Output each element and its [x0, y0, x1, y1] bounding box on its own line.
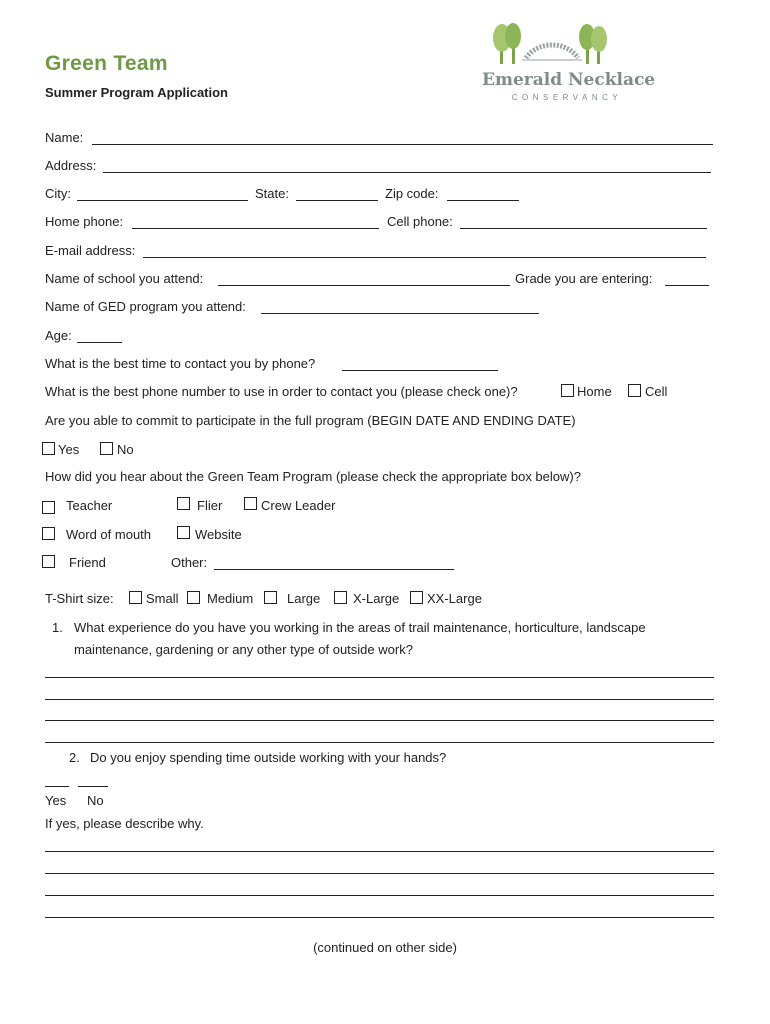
page-title: Green Team: [45, 52, 168, 75]
age-field[interactable]: [77, 342, 122, 343]
q1-text-line1: What experience do you have you working in the areas of trail maintenance, horticulture, landscape: [74, 620, 646, 635]
trees-and-arch-icon: [482, 18, 652, 70]
q1-number: 1.: [52, 620, 63, 635]
medium-checkbox[interactable]: [187, 591, 200, 604]
q2-answer-line[interactable]: [45, 873, 714, 874]
commit-question: Are you able to commit to participate in the full program (BEGIN DATE AND ENDING DATE): [45, 413, 576, 428]
friend-label: Friend: [69, 555, 106, 570]
school-field[interactable]: [218, 285, 510, 286]
commit-yes-label: Yes: [58, 442, 80, 457]
friend-checkbox[interactable]: [42, 555, 55, 568]
age-label: Age:: [45, 328, 72, 343]
medium-label: Medium: [207, 591, 254, 606]
state-label: State:: [255, 186, 289, 201]
address-label: Address:: [45, 158, 97, 173]
commit-no-checkbox[interactable]: [100, 442, 113, 455]
continued-note: (continued on other side): [313, 940, 457, 955]
home-phone-field[interactable]: [132, 228, 379, 229]
q1-answer-line[interactable]: [45, 677, 714, 678]
q1-answer-line[interactable]: [45, 742, 714, 743]
xlarge-checkbox[interactable]: [334, 591, 347, 604]
q2-no-label: No: [87, 793, 104, 808]
city-field[interactable]: [77, 200, 248, 201]
flier-label: Flier: [197, 498, 223, 513]
q1-answer-line[interactable]: [45, 720, 714, 721]
q2-text: Do you enjoy spending time outside working with your hands?: [90, 750, 447, 765]
xlarge-label: X-Large: [353, 591, 400, 606]
ged-label: Name of GED program you attend:: [45, 299, 246, 314]
hear-question: How did you hear about the Green Team Program (please check the appropriate box below)?: [45, 469, 581, 484]
name-field[interactable]: [92, 144, 713, 145]
word-of-mouth-label: Word of mouth: [66, 527, 152, 542]
best-time-label: What is the best time to contact you by phone?: [45, 356, 316, 371]
school-label: Name of school you attend:: [45, 271, 204, 286]
zip-label: Zip code:: [385, 186, 439, 201]
page-subtitle: Summer Program Application: [45, 85, 228, 100]
xxlarge-label: XX-Large: [427, 591, 482, 606]
teacher-label: Teacher: [66, 498, 113, 513]
q2-answer-line[interactable]: [45, 851, 714, 852]
crew-leader-label: Crew Leader: [261, 498, 336, 513]
grade-label: Grade you are entering:: [515, 271, 653, 286]
cell-option-label: Cell: [645, 384, 668, 399]
q2-answer-line[interactable]: [45, 917, 714, 918]
teacher-checkbox[interactable]: [42, 501, 55, 514]
small-label: Small: [146, 591, 179, 606]
best-time-field[interactable]: [342, 370, 498, 371]
q2-answer-line[interactable]: [45, 895, 714, 896]
cell-phone-label: Cell phone:: [387, 214, 453, 229]
commit-yes-checkbox[interactable]: [42, 442, 55, 455]
logo-name: Emerald Necklace: [482, 70, 656, 90]
logo: [482, 18, 656, 108]
email-label: E-mail address:: [45, 243, 136, 258]
crew-leader-checkbox[interactable]: [244, 497, 257, 510]
tshirt-label: T-Shirt size:: [45, 591, 114, 606]
cell-phone-field[interactable]: [460, 228, 707, 229]
email-field[interactable]: [143, 257, 706, 258]
cell-checkbox[interactable]: [628, 384, 641, 397]
state-field[interactable]: [296, 200, 378, 201]
word-of-mouth-checkbox[interactable]: [42, 527, 55, 540]
website-label: Website: [195, 527, 242, 542]
zip-field[interactable]: [447, 200, 519, 201]
q1-answer-line[interactable]: [45, 699, 714, 700]
logo-subtitle: CONSERVANCY: [511, 93, 623, 102]
q2-no-blank[interactable]: [78, 786, 108, 787]
large-label: Large: [287, 591, 321, 606]
ged-field[interactable]: [261, 313, 539, 314]
q1-text-line2: maintenance, gardening or any other type of outside work?: [74, 642, 413, 657]
home-option-label: Home: [577, 384, 612, 399]
q2-yes-label: Yes: [45, 793, 67, 808]
other-field[interactable]: [214, 569, 454, 570]
best-number-label: What is the best phone number to use in order to contact you (please check one)?: [45, 384, 518, 399]
name-label: Name:: [45, 130, 84, 145]
q2-describe-label: If yes, please describe why.: [45, 816, 204, 831]
home-checkbox[interactable]: [561, 384, 574, 397]
large-checkbox[interactable]: [264, 591, 277, 604]
other-label: Other:: [171, 555, 208, 570]
xxlarge-checkbox[interactable]: [410, 591, 423, 604]
grade-field[interactable]: [665, 285, 709, 286]
small-checkbox[interactable]: [129, 591, 142, 604]
q2-number: 2.: [69, 750, 80, 765]
home-phone-label: Home phone:: [45, 214, 124, 229]
commit-no-label: No: [117, 442, 134, 457]
website-checkbox[interactable]: [177, 526, 190, 539]
flier-checkbox[interactable]: [177, 497, 190, 510]
city-label: City:: [45, 186, 71, 201]
address-field[interactable]: [103, 172, 711, 173]
q2-yes-blank[interactable]: [45, 786, 69, 787]
